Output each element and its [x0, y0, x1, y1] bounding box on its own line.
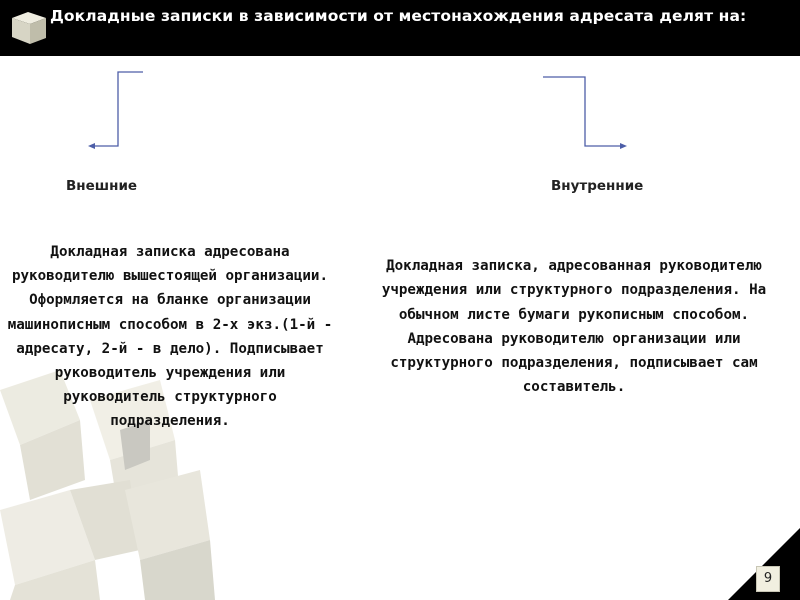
- page-number: 9: [756, 566, 780, 592]
- external-label: Внешние: [66, 178, 138, 194]
- slide-title: Докладные записки в зависимости от местонахождения адресата делят на:: [50, 7, 747, 25]
- internal-label: Внутренние: [551, 178, 644, 194]
- elbow-arrow-left-icon: [88, 72, 143, 149]
- elbow-arrow-right-icon: [543, 77, 627, 149]
- internal-description: Докладная записка, адресованная руководителю учреждения или структурного подразделения. На обычном листе бумаги рукописным способом. Адресована руководителю организации или структурного подразделения, подписывает сам составитель.: [381, 258, 767, 396]
- external-description: Докладная записка адресована руководителю вышестоящей организации. Оформляется на бланке организации машинописным способом в 2-х экз.(1-й - адресату, 2-й - в дело). Подписывает руководитель учреждения или руководитель структурного подразделения.: [7, 244, 333, 430]
